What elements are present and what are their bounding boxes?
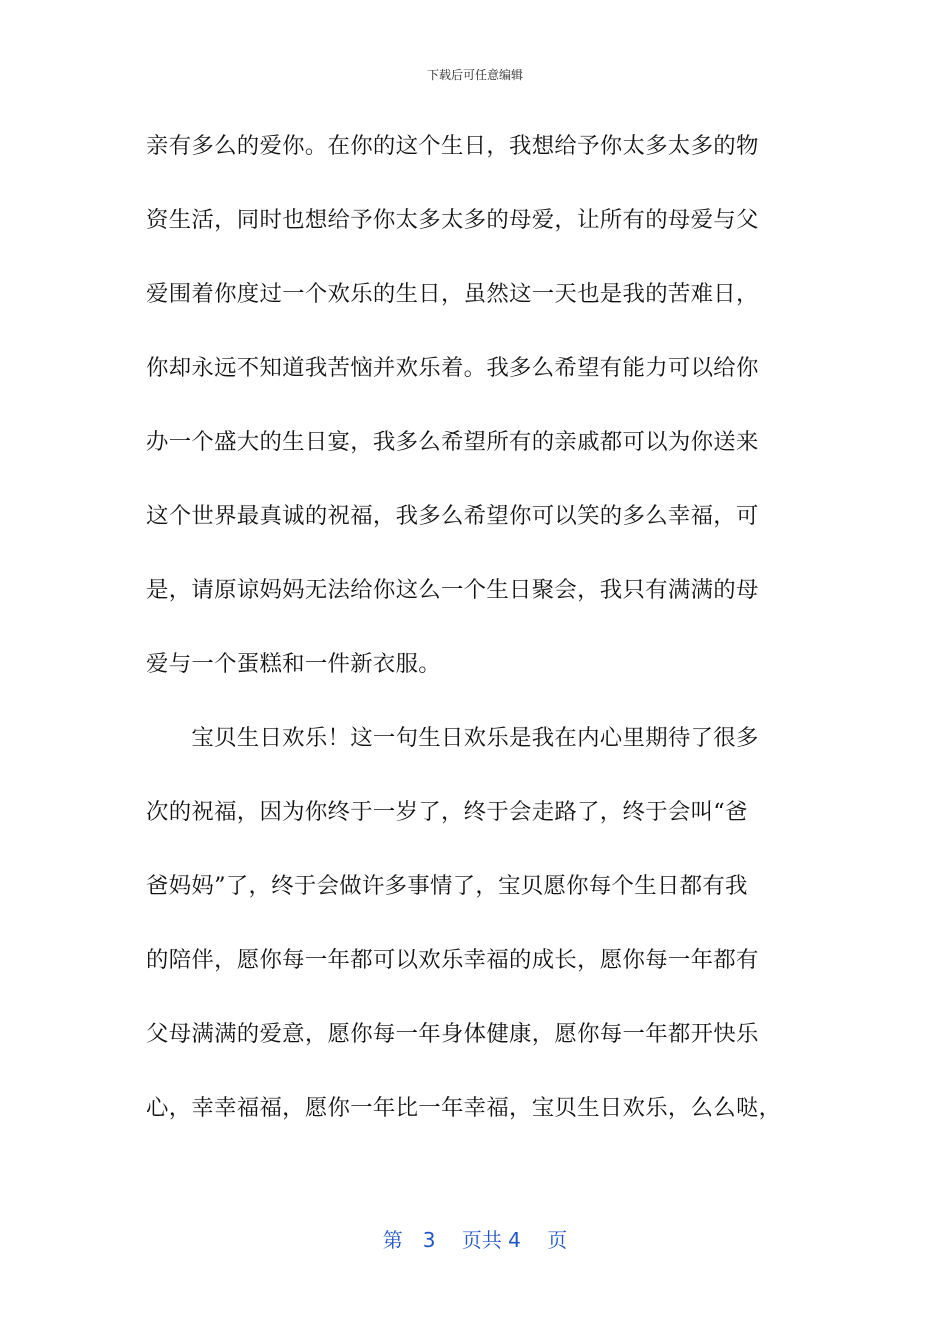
text-line: 是，请原谅妈妈无法给你这么一个生日聚会，我只有满满的母 — [146, 577, 759, 603]
text-line: 亲有多么的爱你。在你的这个生日，我想给予你太多太多的物 — [146, 133, 759, 159]
text-line: 的陪伴，愿你每一年都可以欢乐幸福的成长，愿你每一年都有 — [146, 947, 759, 973]
text-line: 爱围着你度过一个欢乐的生日，虽然这一天也是我的苦难日， — [146, 281, 759, 307]
text-line: 心，幸幸福福，愿你一年比一年幸福，宝贝生日欢乐，么么哒， — [146, 1095, 782, 1121]
text-line: 爱与一个蛋糕和一件新衣服。 — [146, 651, 441, 677]
text-line: 办一个盛大的生日宴，我多么希望所有的亲戚都可以为你送来 — [146, 429, 759, 455]
text-line: 次的祝福，因为你终于一岁了，终于会走路了，终于会叫“爸 — [146, 799, 748, 825]
text-line: 这个世界最真诚的祝福，我多么希望你可以笑的多么幸福，可 — [146, 503, 759, 529]
text-line: 资生活，同时也想给予你太多太多的母爱，让所有的母爱与父 — [146, 207, 759, 233]
page-number-footer: 第 3 页共 4 页 — [382, 1228, 568, 1252]
text-line: 宝贝生日欢乐！这一句生日欢乐是我在内心里期待了很多 — [146, 725, 759, 751]
text-line: 爸妈妈”了，终于会做许多事情了，宝贝愿你每个生日都有我 — [146, 873, 748, 899]
document-body — [146, 126, 806, 1162]
text-line: 你却永远不知道我苦恼并欢乐着。我多么希望有能力可以给你 — [146, 355, 759, 381]
page-header: 下载后可任意编辑 — [426, 68, 523, 82]
text-line: 父母满满的爱意，愿你每一年身体健康，愿你每一年都开快乐 — [146, 1021, 759, 1047]
